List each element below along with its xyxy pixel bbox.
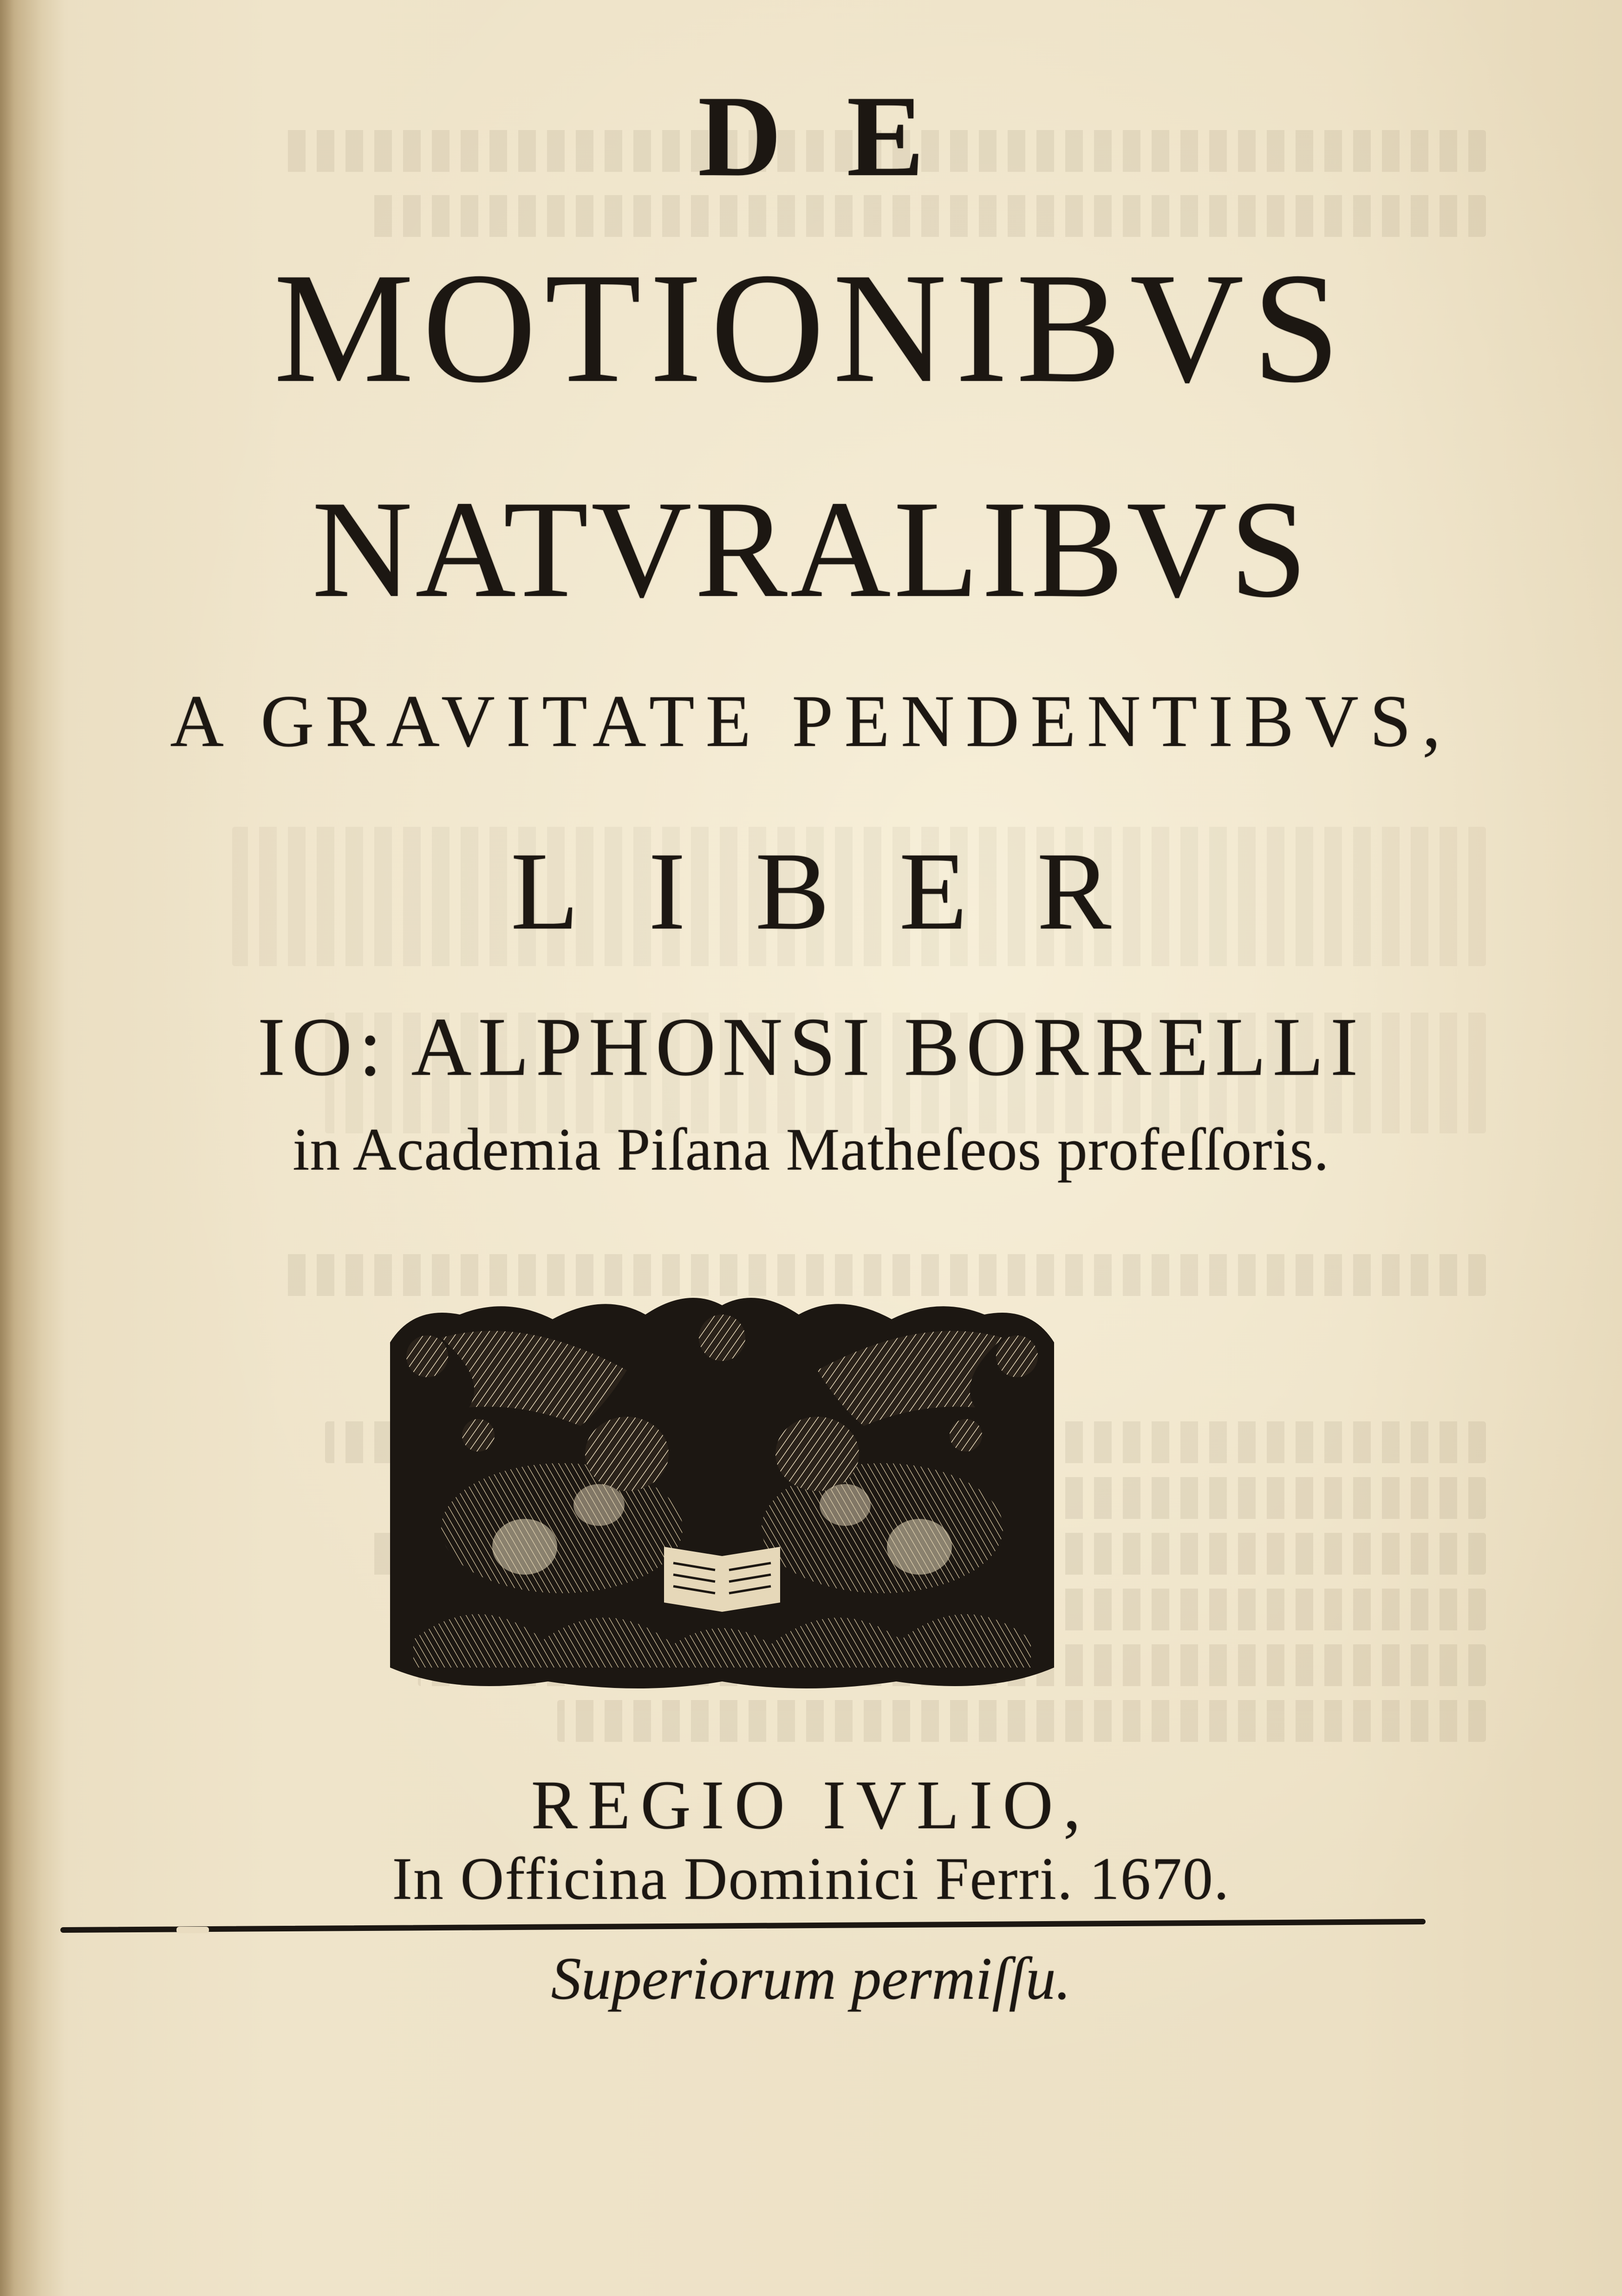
- license-note: Superiorum permiſſu.: [551, 1945, 1071, 2012]
- title-word-de: DE: [697, 72, 990, 201]
- author-affiliation: in Academia Piſana Matheſeos profeſſoris.: [293, 1116, 1329, 1183]
- imprint-place: REGIO IVLIO,: [531, 1766, 1091, 1844]
- author-name: IO: ALPHONSI BORRELLI: [257, 1001, 1365, 1093]
- title-word-motionibus: MOTIONIBVS: [274, 240, 1348, 415]
- subtitle-gravitate-pendentibus: A GRAVITATE PENDENTIBVS,: [170, 680, 1452, 762]
- woodcut-printers-device-icon: [385, 1287, 1059, 1695]
- horizontal-rule: [60, 1919, 1426, 1933]
- title-word-liber: LIBER: [510, 829, 1181, 953]
- title-word-naturalibus: NATVRALIBVS: [312, 472, 1310, 626]
- rule-break: [176, 1927, 209, 1933]
- imprint-printer-and-year: In Officina Dominici Ferri. 1670.: [392, 1845, 1230, 1912]
